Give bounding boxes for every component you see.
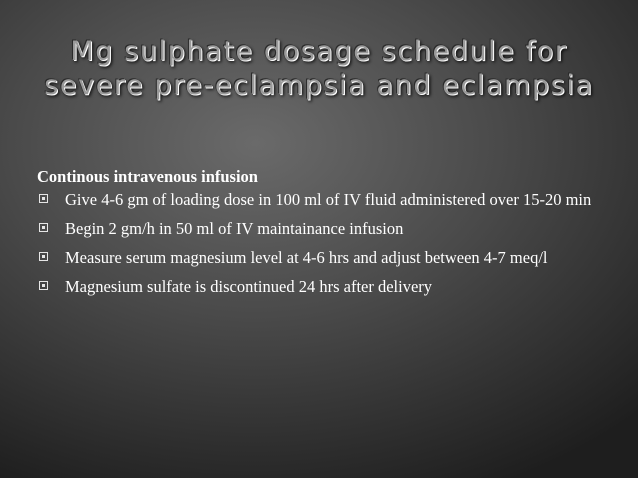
- slide-title: [20, 35, 618, 103]
- bullet-item-maintenance: [37, 219, 607, 239]
- square-bullet-icon: [39, 252, 48, 261]
- bullet-text: Begin 2 gm/h in 50 ml of IV maintainance infusion: [65, 219, 404, 238]
- bullet-text: Measure serum magnesium level at 4-6 hrs and adjust between 4-7 meq/l: [65, 248, 548, 267]
- slide-title-line-2: severe pre-eclampsia and eclampsia: [44, 70, 594, 101]
- slide-title-line-1: Mg sulphate dosage schedule for: [70, 36, 568, 67]
- bullet-list: [37, 190, 607, 297]
- bullet-item-loading-dose: [37, 190, 607, 210]
- square-bullet-icon: [39, 223, 48, 232]
- bullet-item-discontinue: [37, 277, 607, 297]
- bullet-item-serum-level: [37, 248, 607, 268]
- square-bullet-icon: [39, 281, 48, 290]
- slide-content: [37, 167, 607, 306]
- bullet-text: Magnesium sulfate is discontinued 24 hrs after delivery: [65, 277, 433, 296]
- bullet-text: Give 4-6 gm of loading dose in 100 ml of IV fluid administered over 15-20 min: [65, 190, 592, 209]
- content-heading: Continous intravenous infusion: [37, 167, 258, 186]
- square-bullet-icon: [39, 194, 48, 203]
